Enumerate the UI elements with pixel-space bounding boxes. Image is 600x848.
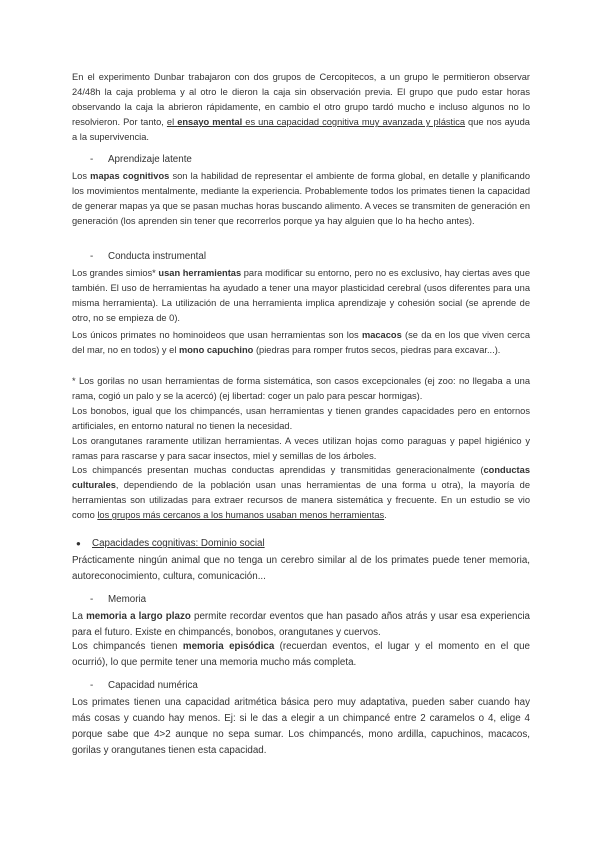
heading-aprendizaje-latente: - Aprendizaje latente bbox=[90, 154, 192, 165]
heading-conducta-instrumental: - Conducta instrumental bbox=[90, 251, 207, 262]
conducta-paragraph-3: * Los gorilas no usan herramientas de forma sistemática, son casos excepcionales (ej zoo: no llegaba a una rama, cogió un palo y se la acercó) (ej libertad: coger un palo para pescar hormigas). bbox=[72, 376, 530, 401]
conducta-paragraph-6: Los chimpancés presentan muchas conductas aprendidas y transmitidas generacionalmente (conductas culturales, dependiendo de la población usan unas herramientas de una forma u otra), la mayoría de herramientas son utilizadas para extraer recursos de manera sistemática y frecuente. En un estudio se vio como los grupos más cercanos a los humanos usaban menos herramientas. bbox=[72, 465, 530, 520]
conducta-paragraph-1: Los grandes simios* usan herramientas para modificar su entorno, pero no es exclusivo, hay ciertas aves que también. El uso de herramientas ha ayudado a tener una mayor plasticidad cerebral (usos diferentes para una misma herramienta). La utilización de una herramienta implica aprendizaje y cohesión social (se aprende de otro, no se empieza de 0). bbox=[72, 268, 530, 323]
memoria-paragraph-2: Los chimpancés tienen memoria episódica (recuerdan eventos, el lugar y el momento en el que ocurrió), lo que permite tener una memoria mucho más completa. bbox=[72, 641, 530, 668]
heading-capacidad-numerica: - Capacidad numérica bbox=[90, 680, 198, 691]
conducta-paragraph-4: Los bonobos, igual que los chimpancés, usan herramientas y tienen grandes capacidades pero en entornos artificiales, en entorno natural no tienen la necesidad. bbox=[72, 406, 530, 431]
heading-capacidades-cognitivas: ● Capacidades cognitivas: Dominio social bbox=[76, 538, 265, 549]
memoria-paragraph-1: La memoria a largo plazo permite recordar eventos que han pasado años atrás y usar esa experiencia para el futuro. Existe en chimpancés, bonobos, orangutanes y cuervos. bbox=[72, 611, 530, 638]
numerica-paragraph: Los primates tienen una capacidad aritmética básica pero muy adaptativa, pueden saber cuando hay más cosas y cuando hay menos. Ej: si le das a elegir a un chimpancé entre 2 caramelos o 4, elige 4 porque sabe que 4>2 aunque no sepa sumar. Los chimpancés, mono ardilla, capuchinos, macacos, gorilas y orangutanes tienen esta capacidad. bbox=[72, 697, 530, 756]
mapas-cognitivos-term: mapas cognitivos bbox=[90, 171, 170, 181]
bullet-icon: ● bbox=[76, 539, 81, 548]
intro-paragraph: En el experimento Dunbar trabajaron con dos grupos de Cercopitecos, a un grupo le permitieron observar 24/48h la caja problema y al otro le dieron la caja sin observación previa. El grupo que pudo estar horas observando la caja la abrieron rápidamente, en cambio el otro grupo tardó mucho e incluso algunos no lo resolvieron. Por tanto, el ensayo mental es una capacidad cognitiva muy avanzada y plástica que nos ayuda a la supervivencia. bbox=[72, 72, 530, 142]
intro-underlined: el ensayo mental es una capacidad cognitiva muy avanzada y plástica bbox=[166, 117, 466, 127]
conducta-paragraph-5: Los orangutanes raramente utilizan herramientas. A veces utilizan hojas como paraguas y papel higiénico y ramas para rascarse y para sacar insectos, miel y semillas de los árboles. bbox=[72, 436, 530, 461]
capacidades-paragraph: Prácticamente ningún animal que no tenga un cerebro similar al de los primates puede tener memoria, autoreconocimiento, cultura, comunicación... bbox=[72, 555, 530, 582]
conducta-paragraph-2: Los únicos primates no hominoideos que usan herramientas son los macacos (se da en los que viven cerca del mar, no en todos) y el mono capuchino (piedras para romper frutos secos, piedras para excavar...). bbox=[72, 330, 530, 355]
aprendizaje-paragraph: Los mapas cognitivos son la habilidad de representar el ambiente de forma global, en detalle y planificando los movimientos mentalmente, mediante la experiencia. Probablemente todos los primates tienen la capacidad de generar mapas ya que se pasan muchas horas buscando alimento. A veces se transmiten de generación en generación (los aprenden sin tener que recorrerlos porque ya hay alguien que lo ha hecho antes). bbox=[72, 171, 531, 226]
intro-bold-term: ensayo mental bbox=[177, 117, 243, 127]
heading-memoria: - Memoria bbox=[90, 594, 147, 605]
intro-text: En el experimento Dunbar trabajaron con dos grupos de Cercopitecos, a un grupo le permitieron observar 24/48h la caja problema y al otro le dieron la caja sin observación previa. El grupo que pudo estar horas observando la caja la abrieron rápidamente, en cambio el otro grupo tardó mucho e incluso algunos no lo resolvieron. Por tanto, bbox=[72, 72, 530, 127]
